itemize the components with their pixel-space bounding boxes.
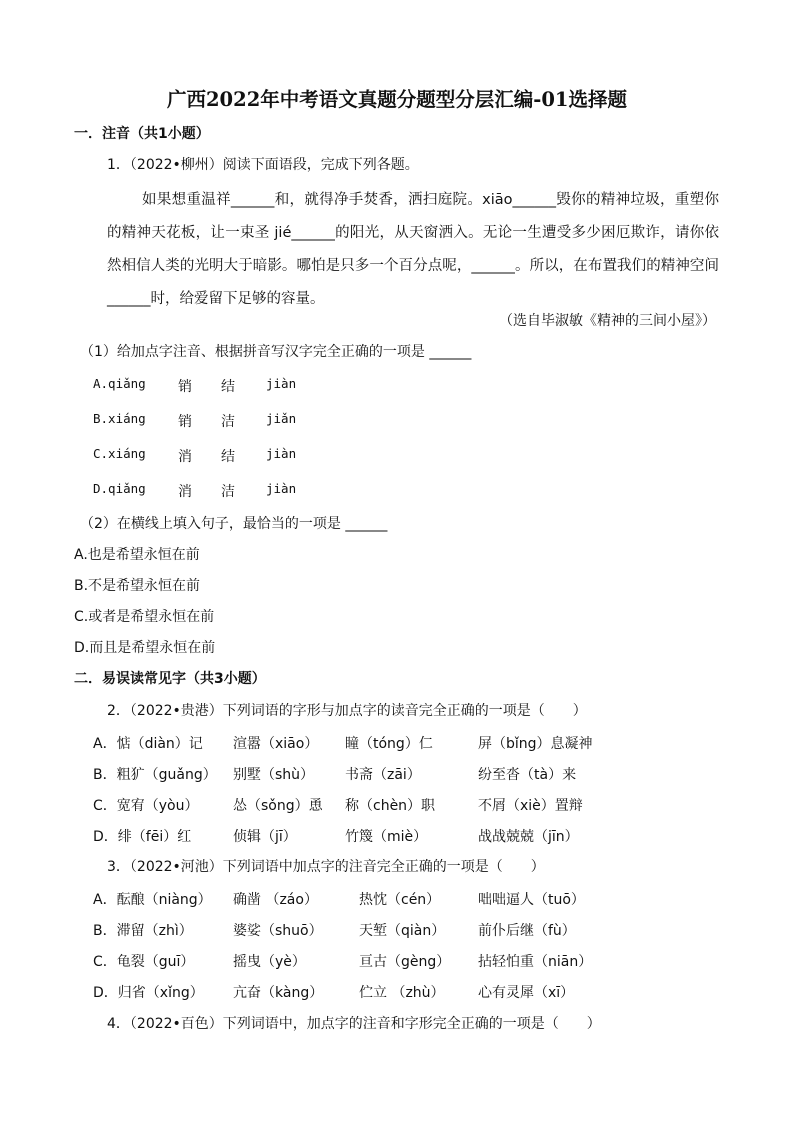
option-term-1: C．龟裂（guī）: [93, 954, 195, 970]
section-heading-misread-characters: 二．易误读常见字（共3小题）: [74, 671, 266, 687]
option-letter-pinyin: A.qiǎng: [93, 376, 146, 391]
option-term-1: A．酝酿（niàng）: [93, 892, 212, 908]
option-term-3: 称（chèn）职: [345, 798, 436, 814]
option-pinyin: jiàn: [266, 376, 297, 391]
subquestion-2-prompt: （2）在横线上填入句子，最恰当的一项是 ______: [80, 516, 388, 532]
subquestion-2-option-a: A.也是希望永恒在前: [74, 547, 200, 563]
option-term-2: 确凿 （záo）: [233, 892, 318, 908]
option-term-4: 前仆后继（fù）: [478, 923, 576, 939]
option-term-1: C．宽宥（yòu）: [93, 798, 199, 814]
option-letter-pinyin: C.xiáng: [93, 446, 146, 461]
option-term-2: 渲嚣（xiāo）: [233, 736, 319, 752]
subquestion-2-option-b: B.不是希望永恒在前: [74, 578, 201, 594]
option-char-1: 销: [178, 379, 192, 395]
option-char-2: 洁: [221, 484, 235, 500]
option-term-1: A．惦（diàn）记: [93, 736, 203, 752]
option-term-4: 拈轻怕重（niān）: [478, 954, 593, 970]
option-term-2: 侦辑（jī）: [233, 829, 297, 845]
page-title: 广西2022年中考语文真题分题型分层汇编-01选择题: [166, 88, 627, 111]
option-term-2: 婆娑（shuō）: [233, 923, 323, 939]
option-char-1: 消: [178, 449, 192, 465]
option-term-1: D．归省（xǐng）: [93, 985, 204, 1001]
option-term-4: 纷至沓（tà）来: [478, 767, 577, 783]
option-term-2: 摇曳（yè）: [233, 954, 306, 970]
option-term-4: 不屑（xiè）置辩: [478, 798, 583, 814]
option-char-2: 结: [221, 379, 235, 395]
option-term-4: 咄咄逼人（tuō）: [478, 892, 585, 908]
subquestion-2-option-d: D.而且是希望永恒在前: [74, 640, 216, 656]
option-term-3: 书斋（zāi）: [345, 767, 421, 783]
option-char-1: 消: [178, 484, 192, 500]
option-term-2: 怂（sǒng）恿: [233, 798, 323, 814]
option-term-4: 屏（bǐng）息凝神: [478, 736, 593, 752]
option-term-3: 瞳（tóng）仁: [345, 736, 433, 752]
option-term-1: B．滞留（zhì）: [93, 923, 193, 939]
option-letter-pinyin: D.qiǎng: [93, 481, 146, 496]
option-term-3: 亘古（gèng）: [359, 954, 451, 970]
option-term-4: 战战兢兢（jīn）: [478, 829, 579, 845]
option-term-4: 心有灵犀（xī）: [478, 985, 575, 1001]
subquestion-1-prompt: （1）给加点字注音、根据拼音写汉字完全正确的一项是 ______: [80, 344, 472, 360]
question-1-passage: 如果想重温祥______和，就得净手焚香，洒扫庭院。xiāo______毁你的精神垃圾，重塑你的精神天花板，让一束圣 jié______的阳光，从天窗洒入。无论一生遭受多少困厄欺诈，请你依然相信人类的光明大于暗影。哪怕是只多一个百分点呢，______。所以，在布置我们的精神空间______时，给爱留下足够的容量。: [107, 192, 719, 307]
option-letter-pinyin: B.xiáng: [93, 411, 146, 426]
option-pinyin: jiàn: [266, 446, 297, 461]
passage-source: （选自毕淑敏《精神的三间小屋》）: [499, 313, 716, 329]
option-char-2: 结: [221, 449, 235, 465]
question-1-stem: 1．（2022•柳州）阅读下面语段，完成下列各题。: [107, 157, 419, 173]
option-term-1: D．绯（fēi）红: [93, 829, 192, 845]
option-term-3: 热忱（cén）: [359, 892, 441, 908]
option-term-2: 别墅（shù）: [233, 767, 315, 783]
option-char-1: 销: [178, 414, 192, 430]
question-2-stem: 2．（2022•贵港）下列词语的字形与加点字的读音完全正确的一项是（ ）: [107, 703, 587, 719]
option-term-3: 天堑（qiàn）: [359, 923, 446, 939]
option-term-3: 竹篾（miè）: [345, 829, 428, 845]
option-term-2: 亢奋（kàng）: [233, 985, 324, 1001]
option-term-1: B．粗犷（guǎng）: [93, 767, 217, 783]
section-heading-pronunciation: 一．注音（共1小题）: [74, 126, 210, 142]
option-pinyin: jiàn: [266, 481, 297, 496]
option-char-2: 洁: [221, 414, 235, 430]
option-term-3: 伫立 （zhù）: [359, 985, 445, 1001]
question-3-stem: 3．（2022•河池）下列词语中加点字的注音完全正确的一项是（ ）: [107, 859, 545, 875]
subquestion-2-option-c: C.或者是希望永恒在前: [74, 609, 215, 625]
option-pinyin: jiǎn: [266, 411, 297, 426]
question-4-stem: 4．（2022•百色）下列词语中，加点字的注音和字形完全正确的一项是（ ）: [107, 1016, 601, 1032]
